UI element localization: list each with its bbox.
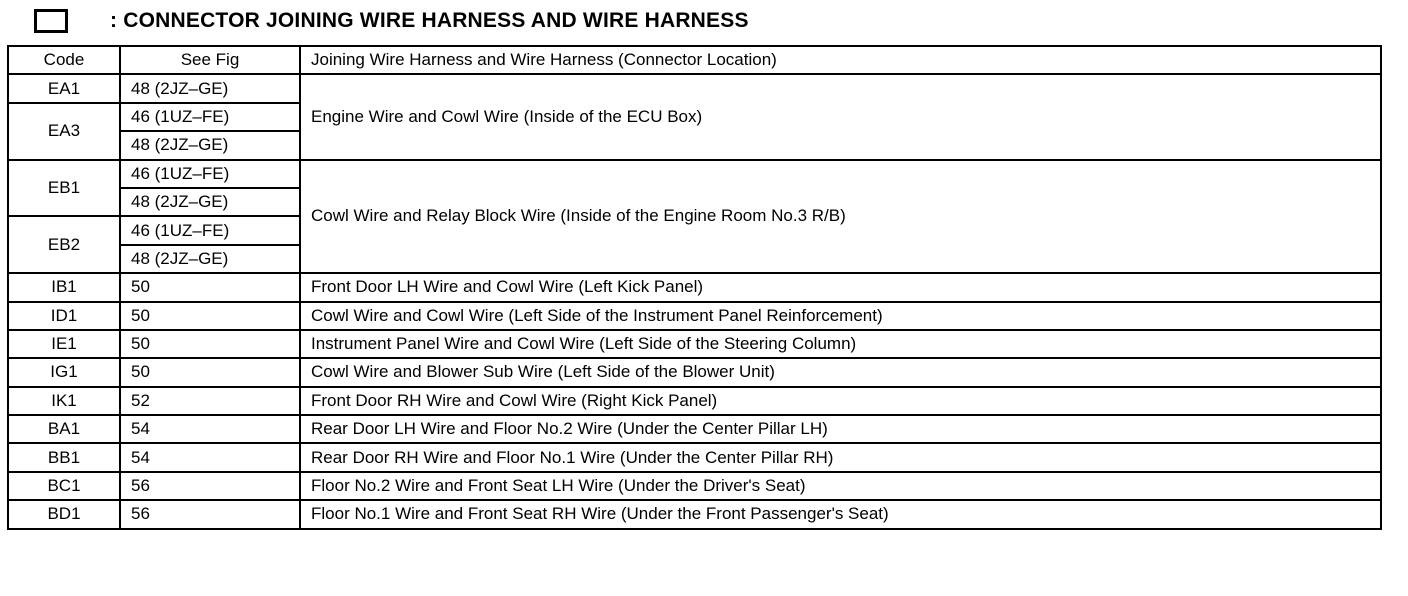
heading-title: : CONNECTOR JOINING WIRE HARNESS AND WIRE HARNESS bbox=[110, 9, 749, 32]
description-cell: Rear Door RH Wire and Floor No.1 Wire (Under the Center Pillar RH) bbox=[300, 443, 1381, 471]
fig-cell: 48 (2JZ–GE) bbox=[120, 131, 300, 159]
code-cell: EB1 bbox=[8, 160, 120, 217]
code-cell: IG1 bbox=[8, 358, 120, 386]
description-cell: Floor No.1 Wire and Front Seat RH Wire (Under the Front Passenger's Seat) bbox=[300, 500, 1381, 528]
table-row bbox=[8, 500, 1381, 528]
description-cell: Instrument Panel Wire and Cowl Wire (Left Side of the Steering Column) bbox=[300, 330, 1381, 358]
description-cell: Engine Wire and Cowl Wire (Inside of the ECU Box) bbox=[300, 74, 1381, 159]
connector-box-symbol bbox=[34, 9, 68, 33]
fig-cell: 50 bbox=[120, 302, 300, 330]
page-heading bbox=[34, 6, 749, 36]
description-cell: Rear Door LH Wire and Floor No.2 Wire (Under the Center Pillar LH) bbox=[300, 415, 1381, 443]
fig-cell: 50 bbox=[120, 330, 300, 358]
fig-cell: 50 bbox=[120, 358, 300, 386]
code-cell: IB1 bbox=[8, 273, 120, 301]
description-cell: Floor No.2 Wire and Front Seat LH Wire (Under the Driver's Seat) bbox=[300, 472, 1381, 500]
code-cell: EA1 bbox=[8, 74, 120, 102]
fig-cell: 46 (1UZ–FE) bbox=[120, 103, 300, 131]
header-see-fig: See Fig bbox=[120, 46, 300, 74]
header-code: Code bbox=[8, 46, 120, 74]
description-cell: Cowl Wire and Blower Sub Wire (Left Side of the Blower Unit) bbox=[300, 358, 1381, 386]
fig-cell: 52 bbox=[120, 387, 300, 415]
description-cell: Cowl Wire and Relay Block Wire (Inside of the Engine Room No.3 R/B) bbox=[300, 160, 1381, 274]
table-header-row bbox=[8, 46, 1381, 74]
fig-cell: 54 bbox=[120, 415, 300, 443]
fig-cell: 54 bbox=[120, 443, 300, 471]
fig-cell: 56 bbox=[120, 472, 300, 500]
code-cell: EB2 bbox=[8, 216, 120, 273]
table-row bbox=[8, 443, 1381, 471]
fig-cell: 48 (2JZ–GE) bbox=[120, 74, 300, 102]
fig-cell: 46 (1UZ–FE) bbox=[120, 160, 300, 188]
table-row bbox=[8, 415, 1381, 443]
table-row bbox=[8, 387, 1381, 415]
code-cell: ID1 bbox=[8, 302, 120, 330]
table-row bbox=[8, 160, 1381, 188]
fig-cell: 56 bbox=[120, 500, 300, 528]
table-row bbox=[8, 273, 1381, 301]
code-cell: EA3 bbox=[8, 103, 120, 160]
fig-cell: 48 (2JZ–GE) bbox=[120, 188, 300, 216]
table-row bbox=[8, 358, 1381, 386]
code-cell: BA1 bbox=[8, 415, 120, 443]
table-row bbox=[8, 302, 1381, 330]
fig-cell: 48 (2JZ–GE) bbox=[120, 245, 300, 273]
table-row bbox=[8, 330, 1381, 358]
code-cell: BB1 bbox=[8, 443, 120, 471]
connector-table bbox=[7, 45, 1382, 530]
table-row bbox=[8, 472, 1381, 500]
code-cell: IE1 bbox=[8, 330, 120, 358]
code-cell: BC1 bbox=[8, 472, 120, 500]
header-description: Joining Wire Harness and Wire Harness (Connector Location) bbox=[300, 46, 1381, 74]
description-cell: Front Door RH Wire and Cowl Wire (Right Kick Panel) bbox=[300, 387, 1381, 415]
code-cell: IK1 bbox=[8, 387, 120, 415]
fig-cell: 50 bbox=[120, 273, 300, 301]
code-cell: BD1 bbox=[8, 500, 120, 528]
table-row bbox=[8, 74, 1381, 102]
description-cell: Cowl Wire and Cowl Wire (Left Side of the Instrument Panel Reinforcement) bbox=[300, 302, 1381, 330]
description-cell: Front Door LH Wire and Cowl Wire (Left Kick Panel) bbox=[300, 273, 1381, 301]
fig-cell: 46 (1UZ–FE) bbox=[120, 216, 300, 244]
